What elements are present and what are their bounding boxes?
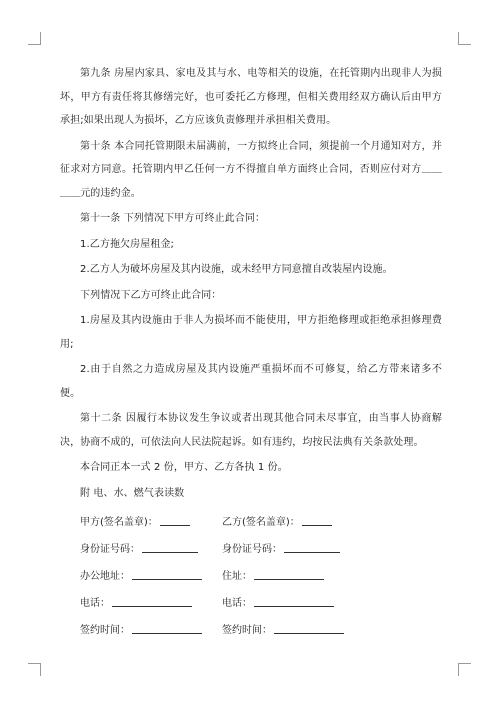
party-b-phone-field[interactable] [254,596,334,607]
clause-9: 第九条 房屋内家具、家电及其与水、电等相关的设施，在托管期内出现非人为损坏，甲方有责任将其修缮完好，也可委托乙方修理，但相关费用经双方确认后由甲方承担;如果出现人为损坏，乙方应该负责修理并承担相关费用。 [60,68,442,126]
clause-10: 第十条 本合同托管期限未届满前，一方拟终止合同，须提前一个月通知对方，并征求对方同意。托管期内甲乙任何一方不得擅自单方面终止合同，否则应付对方＿＿＿＿元的违约金。 [60,140,442,199]
party-b-id-label: 身份证号码： [222,544,282,555]
party-a-signature-field[interactable] [160,515,190,526]
appendix-note: 附 电、水、燃气表读数 [80,487,185,499]
clause-11-item-2: 2.乙方人为破坏房屋及其内设施，或未经甲方同意擅自改装屋内设施。 [80,264,393,275]
party-b-id-field[interactable] [284,542,340,553]
clause-11: 第十一条 下列情况下甲方可终止此合同： [80,213,266,224]
clause-11-tenant-item-1: 1.房屋及其内设施由于非人为损坏而不能使用，甲方拒绝修理或拒绝承担修理费用; [60,315,442,350]
signature-row [60,561,442,588]
party-a-id-label: 身份证号码： [80,544,140,555]
party-a-address-label: 办公地址： [80,571,130,582]
clause-11-tenant-item-2: 2.由于自然之力造成房屋及其内设施严重损坏而不可修复，给乙方带来诸多不便。 [60,364,442,399]
party-a-phone-label: 电话： [80,598,110,609]
party-b-date-field[interactable] [274,623,344,634]
signature-block [60,507,442,642]
party-b-phone-label: 电话： [222,598,252,609]
party-a-phone-field[interactable] [112,596,192,607]
party-b-date-label: 签约时间： [222,625,272,636]
party-a-id-field[interactable] [142,542,198,553]
contract-body [60,62,442,642]
signature-row [60,588,442,615]
party-a-address-field[interactable] [132,569,202,580]
clause-12: 第十二条 因履行本协议发生争议或者出现其他合同未尽事宜，由当事人协商解决，协商不成的，可依法向人民法院起诉。如有违约，均按民法典有关条款处理。 [60,413,442,448]
crop-mark-top-right [458,32,471,45]
crop-mark-top-left [28,32,41,45]
party-b-signature-label: 乙方(签名盖章)： [222,517,300,528]
copies-note: 本合同正本一式 2 份，甲方、乙方各执 1 份。 [80,462,288,473]
signature-row [60,615,442,642]
signature-row [60,507,442,534]
clause-11-item-1: 1.乙方拖欠房屋租金; [80,238,175,250]
party-b-signature-field[interactable] [302,515,332,526]
party-a-date-label: 签约时间： [80,625,130,636]
signature-row [60,534,442,561]
crop-mark-bottom-right [458,663,471,676]
crop-mark-bottom-left [28,663,41,676]
clause-11-tenant-heading: 下列情况下乙方可终止此合同： [80,289,222,301]
party-a-signature-label: 甲方(签名盖章)： [80,517,158,528]
party-a-date-field[interactable] [132,623,202,634]
party-b-address-field[interactable] [254,569,324,580]
party-b-address-label: 住址： [222,571,252,582]
